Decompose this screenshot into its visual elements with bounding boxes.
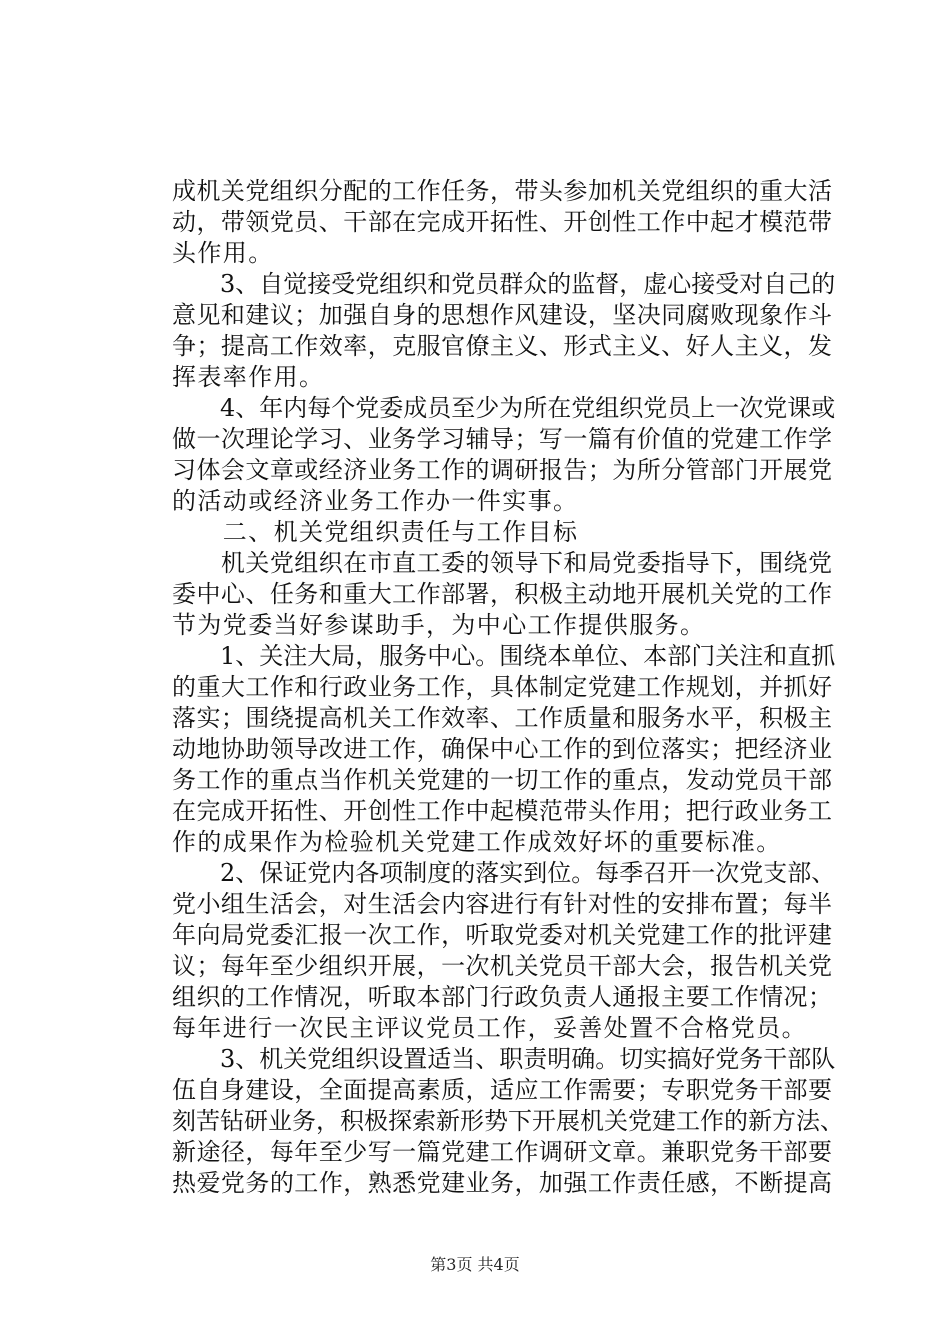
document-body bbox=[172, 176, 844, 1199]
text-line: 的活动或经济业务工作办一件实事。 bbox=[172, 487, 579, 515]
text-line: 3、机关党组织设置适当、职责明确。切实搞好党务干部队 bbox=[172, 1045, 836, 1073]
text-line: 意见和建议；加强自身的思想作风建设，坚决同腐败现象作斗 bbox=[172, 301, 832, 329]
text-line: 1、关注大局，服务中心。围绕本单位、本部门关注和直抓 bbox=[172, 642, 836, 670]
page-footer: 第3页 共4页 bbox=[430, 1255, 520, 1274]
text-line: 新途径，每年至少写一篇党建工作调研文章。兼职党务干部要 bbox=[172, 1138, 832, 1166]
text-line: 年向局党委汇报一次工作，听取党委对机关党建工作的批评建 bbox=[172, 921, 832, 949]
text-line: 落实；围绕提高机关工作效率、工作质量和服务水平，积极主 bbox=[172, 704, 832, 732]
text-line: 组织的工作情况，听取本部门行政负责人通报主要工作情况； bbox=[172, 983, 832, 1011]
text-line: 伍自身建设，全面提高素质，适应工作需要；专职党务干部要 bbox=[172, 1076, 832, 1104]
text-line: 每年进行一次民主评议党员工作，妥善处置不合格党员。 bbox=[172, 1014, 807, 1042]
text-line: 节为党委当好参谋助手，为中心工作提供服务。 bbox=[172, 611, 706, 639]
text-line: 动，带领党员、干部在完成开拓性、开创性工作中起才模范带 bbox=[172, 208, 832, 236]
text-line: 机关党组织在市直工委的领导下和局党委指导下，围绕党 bbox=[172, 549, 832, 577]
text-line: 做一次理论学习、业务学习辅导；写一篇有价值的党建工作学 bbox=[172, 425, 832, 453]
text-line: 头作用。 bbox=[172, 239, 274, 267]
text-line: 的重大工作和行政业务工作，具体制定党建工作规划，并抓好 bbox=[172, 673, 832, 701]
text-line: 3、自觉接受党组织和党员群众的监督，虚心接受对自己的 bbox=[172, 270, 836, 298]
text-line: 委中心、任务和重大工作部署，积极主动地开展机关党的工作 bbox=[172, 580, 832, 608]
text-line: 二、机关党组织责任与工作目标 bbox=[172, 518, 579, 546]
text-line: 在完成开拓性、开创性工作中起模范带头作用；把行政业务工 bbox=[172, 797, 832, 825]
text-line: 习体会文章或经济业务工作的调研报告；为所分管部门开展党 bbox=[172, 456, 832, 484]
text-line: 议；每年至少组织开展，一次机关党员干部大会，报告机关党 bbox=[172, 952, 832, 980]
text-line: 动地协助领导改进工作，确保中心工作的到位落实；把经济业 bbox=[172, 735, 832, 763]
text-line: 成机关党组织分配的工作任务，带头参加机关党组织的重大活 bbox=[172, 177, 832, 205]
text-line: 作的成果作为检验机关党建工作成效好坏的重要标准。 bbox=[172, 828, 782, 856]
text-line: 4、年内每个党委成员至少为所在党组织党员上一次党课或 bbox=[172, 394, 836, 422]
text-line: 热爱党务的工作，熟悉党建业务，加强工作责任感，不断提高 bbox=[172, 1169, 832, 1197]
text-line: 争；提高工作效率，克服官僚主义、形式主义、好人主义，发 bbox=[172, 332, 832, 360]
text-line: 刻苦钻研业务，积极探索新形势下开展机关党建工作的新方法、 bbox=[172, 1107, 844, 1135]
text-line: 务工作的重点当作机关党建的一切工作的重点，发动党员干部 bbox=[172, 766, 832, 794]
text-line: 党小组生活会，对生活会内容进行有针对性的安排布置；每半 bbox=[172, 890, 832, 918]
text-line: 2、保证党内各项制度的落实到位。每季召开一次党支部、 bbox=[172, 859, 836, 887]
text-line: 挥表率作用。 bbox=[172, 363, 325, 391]
